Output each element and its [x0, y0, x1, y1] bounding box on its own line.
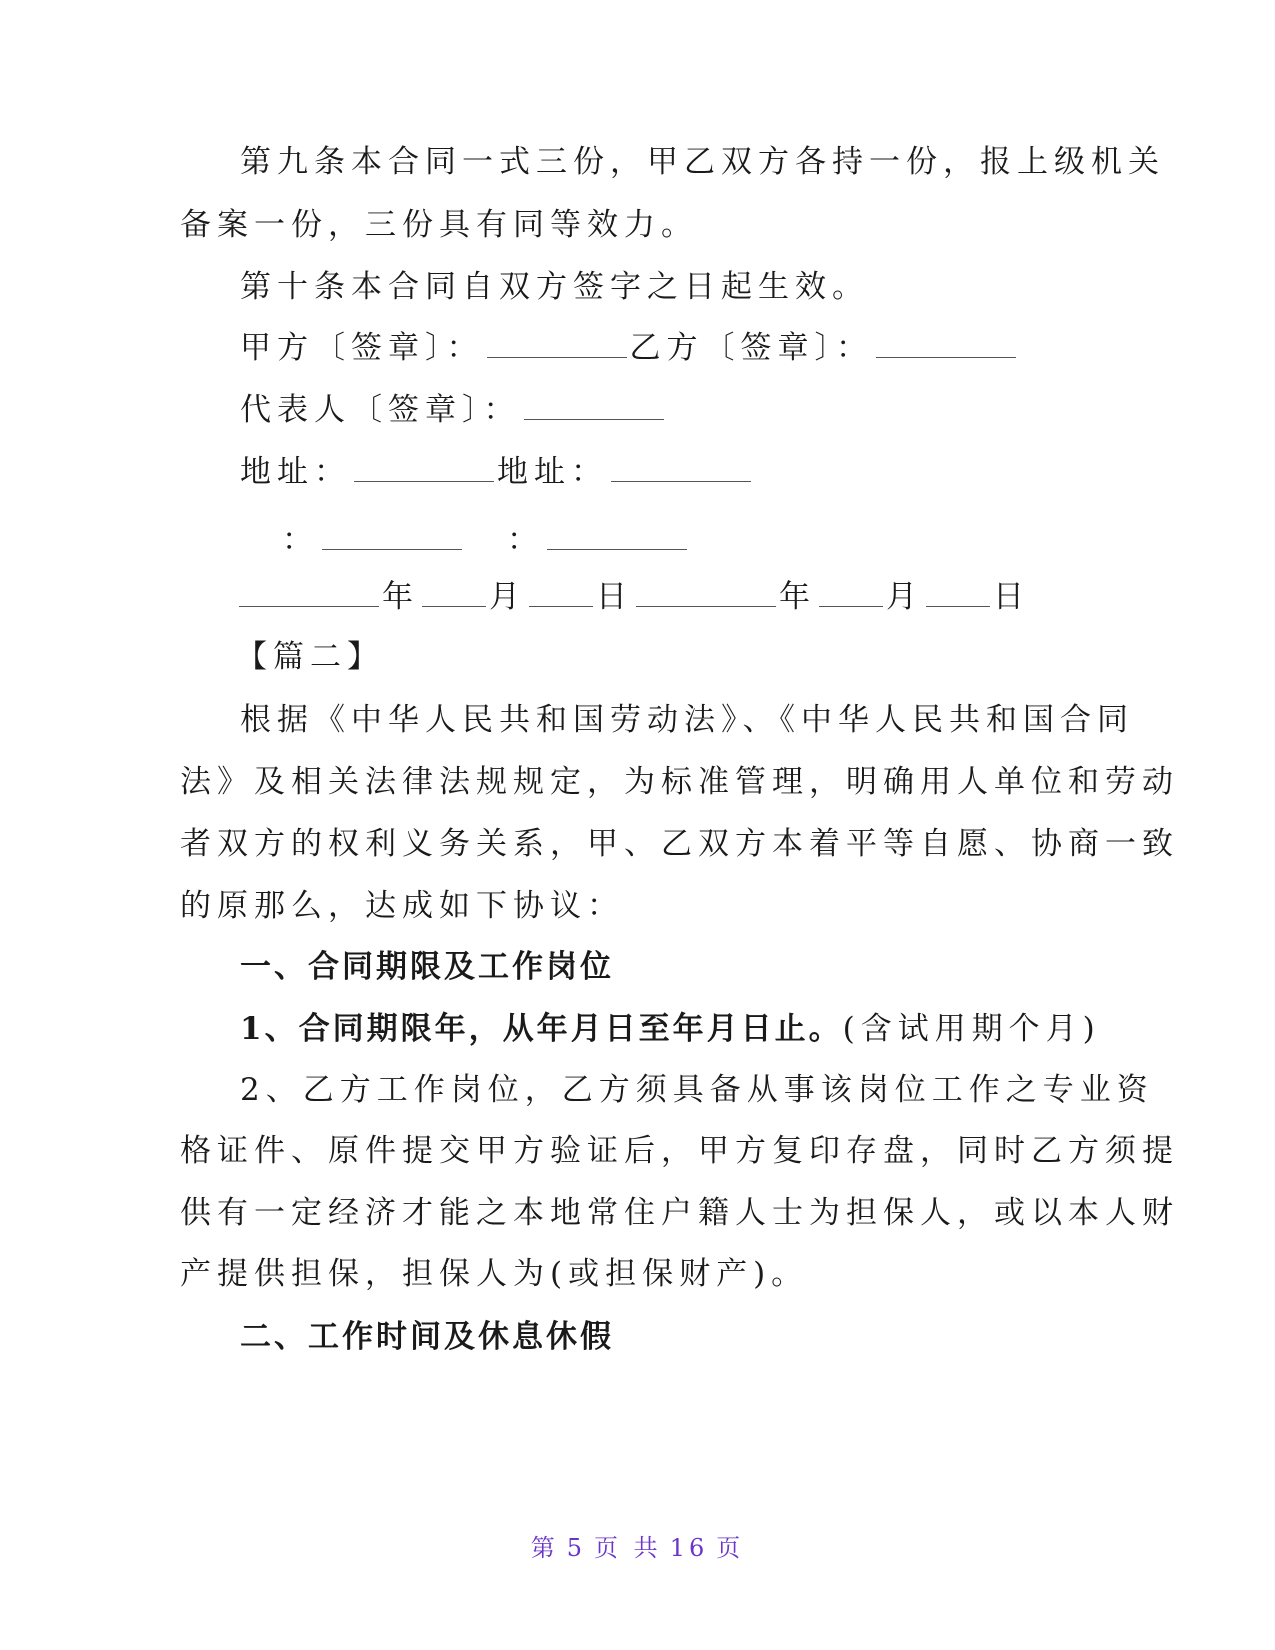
party-b-blank [876, 331, 1016, 358]
date-b-year: 年 [779, 579, 816, 615]
date-a-month-blank [422, 580, 486, 607]
address-a-label: 地址： [240, 454, 351, 490]
footer-total-pages: 16 [669, 1534, 709, 1562]
item-1 [240, 1009, 1101, 1049]
date-a-month: 月 [489, 579, 526, 615]
signature-row-dates [236, 577, 1030, 617]
article-9-line-2: 备案一份，三份具有同等效力。 [180, 207, 698, 243]
date-a-day-blank [529, 580, 593, 607]
representative-blank [524, 393, 664, 420]
address-b-blank [611, 455, 751, 482]
item-2-line-1: 2、乙方工作岗位，乙方须具备从事该岗位工作之专业资 [240, 1072, 1154, 1108]
intro-line-2: 法》及相关法律法规规定，为标准管理，明确用人单位和劳动 [180, 764, 1179, 800]
party-a-label: 甲方〔签章〕： [240, 330, 484, 366]
item-2-line-2: 格证件、原件提交甲方验证后，甲方复印存盘，同时乙方须提 [180, 1133, 1179, 1169]
signature-row-address [240, 452, 754, 492]
date-a-day: 日 [596, 579, 633, 615]
signature-row-contact [282, 520, 690, 560]
date-b-month: 月 [886, 579, 923, 615]
heading-contract-term: 一、合同期限及工作岗位 [240, 949, 614, 985]
item-2-line-3: 供有一定经济才能之本地常住户籍人士为担保人，或以本人财 [180, 1195, 1179, 1231]
address-b-label: 地址： [497, 454, 608, 490]
article-9-line-1: 第九条本合同一式三份，甲乙双方各持一份，报上级机关 [240, 144, 1165, 180]
page-footer [0, 1528, 1275, 1563]
contact-a-colon: ： [282, 522, 319, 558]
intro-line-1: 根据《中华人民共和国劳动法》、《中华人民共和国合同 [240, 702, 1134, 738]
section-two-heading: 【篇二】 [236, 639, 384, 675]
article-10: 第十条本合同自双方签字之日起生效。 [240, 269, 869, 305]
item-2-line-4: 产提供担保，担保人为(或担保财产)。 [180, 1256, 809, 1292]
party-a-blank [487, 331, 627, 358]
item-1-bold-text: 1、合同期限年，从年月日至年月日止。 [240, 1011, 843, 1047]
contact-a-blank [322, 523, 462, 550]
heading-working-hours: 二、工作时间及休息休假 [240, 1319, 614, 1355]
intro-line-3: 者双方的权利义务关系，甲、乙双方本着平等自愿、协商一致 [180, 826, 1179, 862]
contact-b-blank [547, 523, 687, 550]
address-a-blank [354, 455, 494, 482]
date-b-day: 日 [993, 579, 1030, 615]
footer-prefix: 第 [530, 1534, 559, 1562]
intro-line-4: 的原那么，达成如下协议： [180, 888, 624, 924]
representative-label: 代表人〔签章〕： [240, 392, 521, 428]
date-b-month-blank [819, 580, 883, 607]
party-b-label: 乙方〔签章〕： [629, 330, 873, 366]
date-a-year-blank [239, 580, 379, 607]
date-b-day-blank [926, 580, 990, 607]
footer-page-number: 5 [566, 1534, 587, 1562]
footer-middle: 页 共 [594, 1534, 662, 1562]
date-b-year-blank [636, 580, 776, 607]
footer-suffix: 页 [716, 1534, 745, 1562]
item-1-probation-note: (含试用期个月) [842, 1011, 1101, 1047]
signature-row-representative [240, 390, 667, 430]
contact-b-colon: ： [507, 522, 544, 558]
date-a-year: 年 [382, 579, 419, 615]
signature-row-parties [240, 328, 1019, 368]
